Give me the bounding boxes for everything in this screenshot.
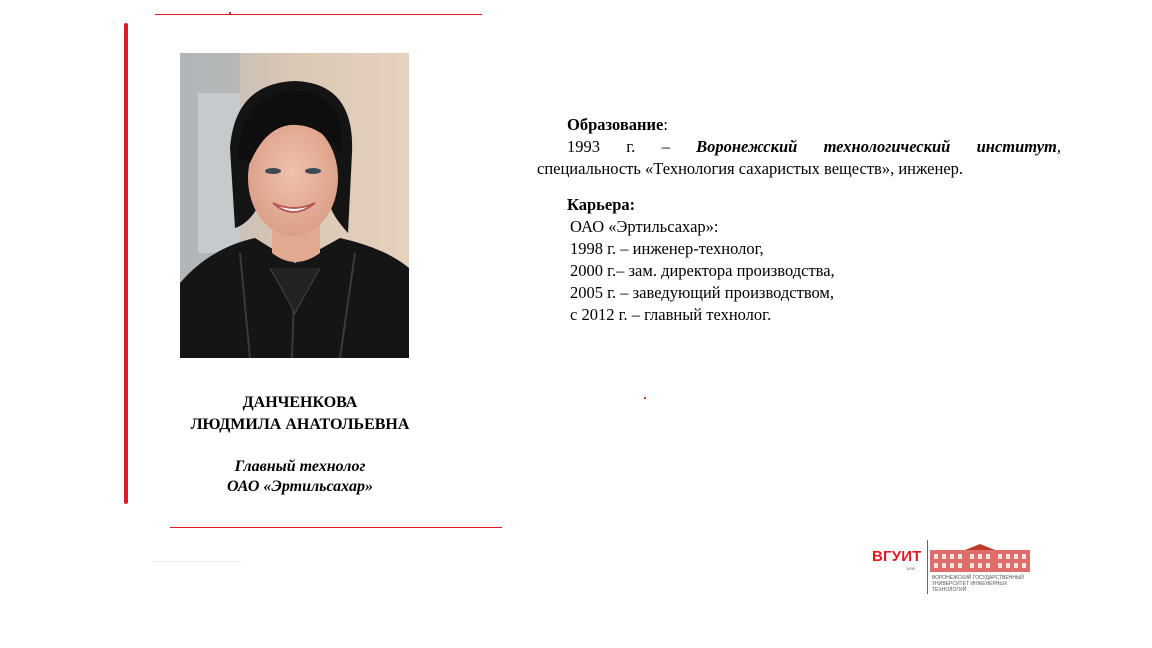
career-item: ОАО «Эртильсахар»: xyxy=(570,217,719,236)
person-given-names: ЛЮДМИЛА АНАТОЛЬЕВНА xyxy=(190,416,410,433)
career-item: 1998 г. – инженер-технолог, xyxy=(570,239,764,258)
biography xyxy=(537,114,1061,326)
person-surname: ДАНЧЕНКОВА xyxy=(242,394,358,411)
career-heading: Карьера: xyxy=(567,195,636,214)
person-position: Главный технолог xyxy=(234,458,366,475)
accent-vertical-bar xyxy=(124,23,128,504)
portrait-photo xyxy=(180,53,409,358)
career-item: с 2012 г. – главный технолог. xyxy=(570,305,772,324)
education-institution: Воронежский технологический институт xyxy=(696,137,1057,156)
accent-top-rule xyxy=(155,14,482,15)
education-heading-line: Образование: xyxy=(567,115,668,134)
logo-full-name: ВОРОНЕЖСКИЙ ГОСУДАРСТВЕННЫЙ УНИВЕРСИТЕТ ИНЖЕНЕРНЫХ ТЕХНОЛОГИЙ xyxy=(932,575,1024,593)
career-item: 2005 г. – заведующий производством, xyxy=(570,283,834,302)
person-position-block xyxy=(150,457,450,497)
decor-dot xyxy=(229,12,231,14)
career-list xyxy=(570,216,1061,326)
university-logo xyxy=(868,540,1038,596)
faint-rule xyxy=(152,561,240,562)
accent-bottom-rule xyxy=(170,527,502,528)
education-specialty: специальность «Технология сахаристых веществ», инженер. xyxy=(537,159,964,178)
logo-abbreviation: ВГУИТ xyxy=(872,548,922,565)
building-icon xyxy=(930,544,1030,572)
logo-divider xyxy=(927,540,928,594)
decor-dot xyxy=(644,397,646,399)
education-heading: Образование xyxy=(567,115,664,134)
person-name xyxy=(150,392,450,436)
person-company: ОАО «Эртильсахар» xyxy=(227,478,373,495)
logo-year: 1930 xyxy=(906,566,915,571)
education-entry: 1993 г. – Воронежский технологический институт, xyxy=(567,137,1061,156)
career-item: 2000 г.– зам. директора производства, xyxy=(570,261,835,280)
